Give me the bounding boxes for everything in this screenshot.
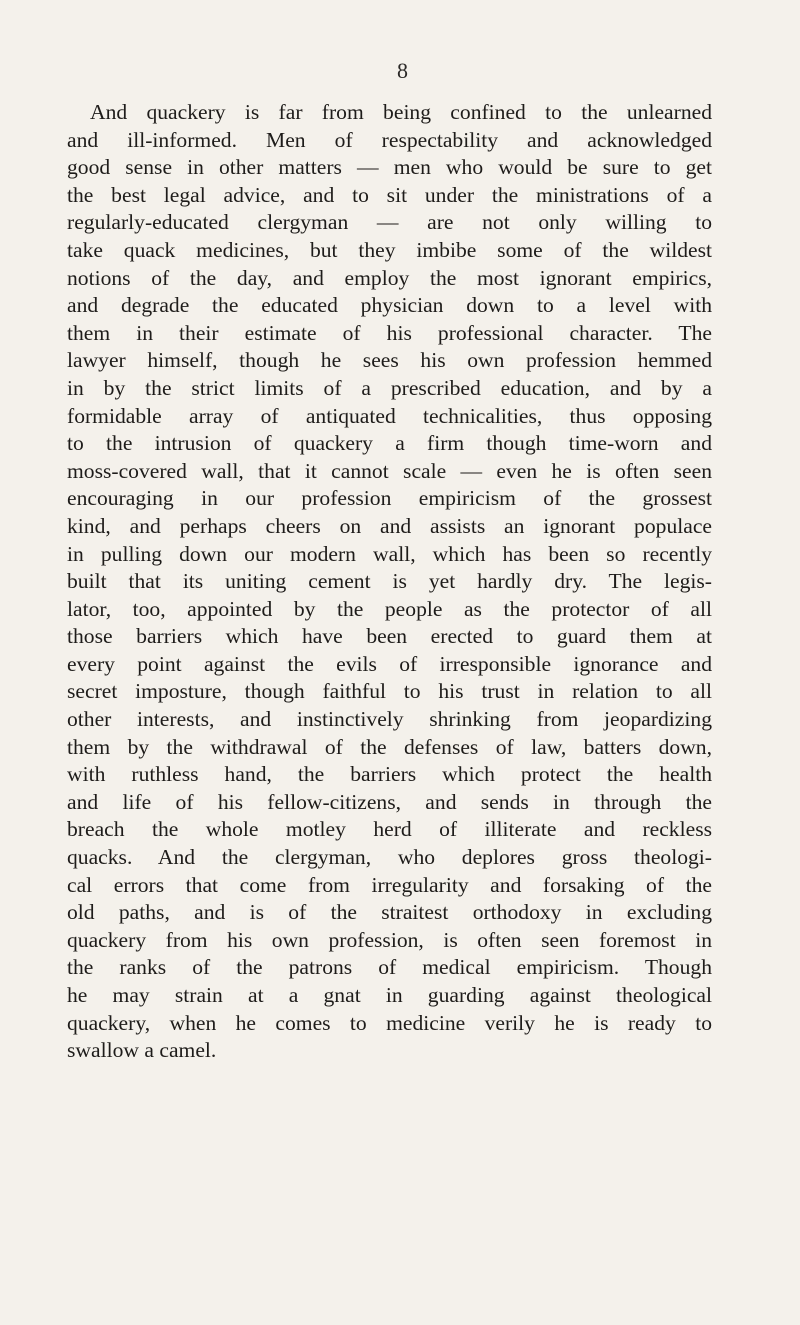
text-line: quackery from his own profession, is often seen foremost in: [67, 927, 712, 952]
text-line: and ill-informed. Men of respectability and acknowledged: [67, 127, 712, 152]
text-line: built that its uniting cement is yet hardly dry. The legis-: [67, 569, 712, 594]
text-line: formidable array of antiquated technicalities, thus opposing: [67, 403, 712, 428]
text-line: and degrade the educated physician down to a level with: [67, 293, 712, 318]
text-line: other interests, and instinctively shrinking from jeopardizing: [67, 707, 712, 732]
text-line: those barriers which have been erected to guard them at: [67, 624, 712, 649]
text-line: swallow a camel.: [67, 1038, 217, 1063]
text-line: them by the withdrawal of the defenses of law, batters down,: [67, 734, 712, 759]
text-line: to the intrusion of quackery a firm though time-worn and: [67, 431, 712, 456]
text-line: secret imposture, though faithful to his trust in relation to all: [67, 679, 712, 704]
text-line: in by the strict limits of a prescribed education, and by a: [67, 375, 712, 400]
text-line: them in their estimate of his professional character. The: [67, 320, 712, 345]
text-line: the best legal advice, and to sit under the ministrations of a: [67, 182, 712, 207]
text-line: cal errors that come from irregularity and forsaking of the: [67, 872, 712, 897]
text-line: and life of his fellow-citizens, and sends in through the: [67, 789, 712, 814]
text-line: quacks. And the clergyman, who deplores gross theologi-: [67, 845, 712, 870]
text-line: regularly-educated clergyman — are not only willing to: [67, 210, 712, 235]
text-line: notions of the day, and employ the most ignorant empirics,: [67, 265, 712, 290]
text-line: quackery, when he comes to medicine verily he is ready to: [67, 1010, 712, 1035]
text-line: take quack medicines, but they imbibe some of the wildest: [67, 237, 712, 262]
text-line: encouraging in our profession empiricism of the grossest: [67, 486, 712, 511]
text-line: kind, and perhaps cheers on and assists an ignorant populace: [67, 513, 712, 538]
text-line: the ranks of the patrons of medical empiricism. Though: [67, 955, 712, 980]
text-line: moss-covered wall, that it cannot scale — even he is often seen: [67, 458, 712, 483]
body-paragraph: [67, 99, 712, 1065]
text-line: lawyer himself, though he sees his own profession hemmed: [67, 348, 712, 373]
text-line: good sense in other matters — men who would be sure to get: [67, 155, 712, 180]
text-line: he may strain at a gnat in guarding against theological: [67, 983, 712, 1007]
text-line: And quackery is far from being confined to the unlearned: [90, 100, 712, 124]
text-line: old paths, and is of the straitest orthodoxy in excluding: [67, 900, 712, 925]
text-line: breach the whole motley herd of illiterate and reckless: [67, 817, 712, 842]
text-line: lator, too, appointed by the people as the protector of all: [67, 596, 712, 621]
text-line: every point against the evils of irresponsible ignorance and: [67, 651, 712, 676]
text-line: in pulling down our modern wall, which has been so recently: [67, 541, 712, 566]
text-line: with ruthless hand, the barriers which protect the health: [67, 762, 712, 787]
page-number: 8: [397, 58, 408, 83]
